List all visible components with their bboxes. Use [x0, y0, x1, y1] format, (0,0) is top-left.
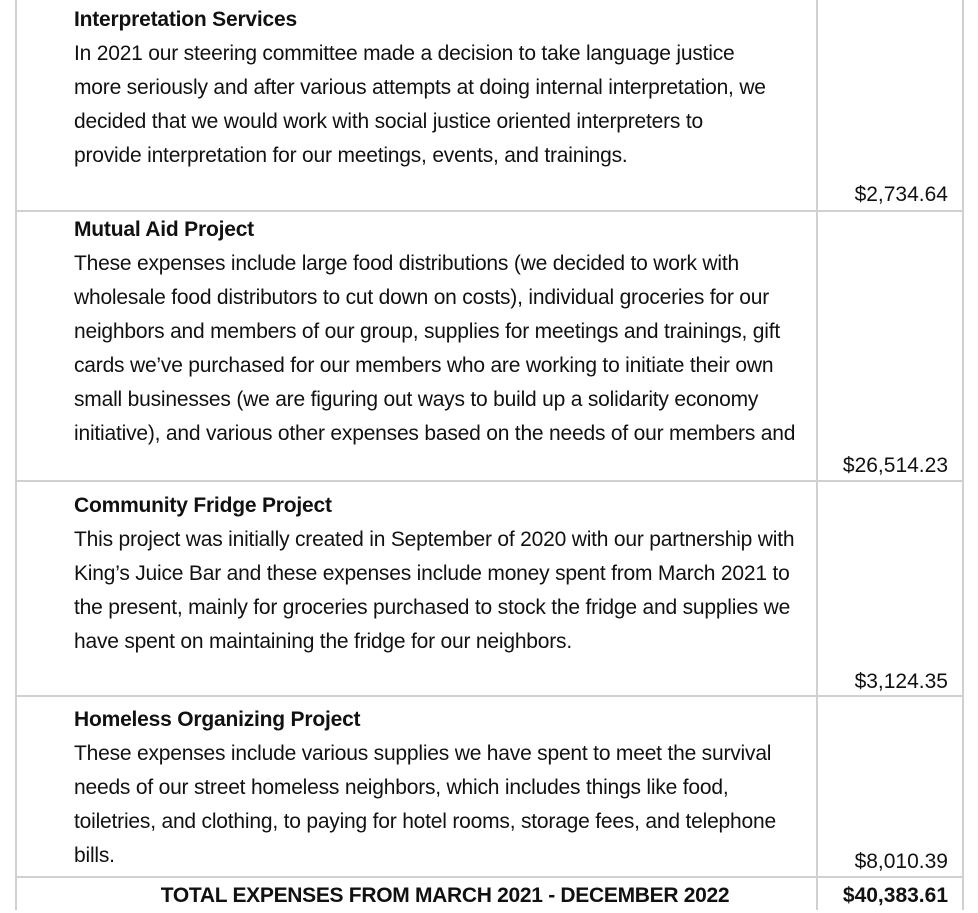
- description-cell: [74, 213, 804, 479]
- description-cell: [74, 703, 804, 873]
- table-border-right: [962, 0, 964, 910]
- row-amount: $3,124.35: [854, 670, 948, 693]
- row-description: These expenses include large food distributions (we decided to work with wholesale food distributors to cut down on costs), individual groceries for our neighbors and members of our group, supplies for meetings and trainings, gift cards we’ve purchased for our members who are working to initiate their own small businesses (we are figuring out ways to build up a solidarity economy initiative), and various other expenses based on the needs of our members and: [74, 252, 796, 445]
- row-amount: $8,010.39: [854, 850, 948, 873]
- row-divider: [15, 695, 964, 697]
- row-title: Interpretation Services: [74, 8, 297, 31]
- row-divider: [15, 210, 964, 212]
- total-amount: $40,383.61: [842, 884, 948, 907]
- description-cell: [74, 489, 804, 659]
- row-divider: [15, 480, 964, 482]
- row-title: Mutual Aid Project: [74, 218, 254, 241]
- row-divider: [15, 876, 964, 878]
- row-amount: $2,734.64: [854, 183, 948, 206]
- total-label: TOTAL EXPENSES FROM MARCH 2021 - DECEMBER 2022: [160, 884, 730, 907]
- row-description: In 2021 our steering committee made a decision to take language justice more seriously and after various attempts at doing internal interpretation, we decided that we would work with social justice oriented interpreters to provide interpretation for our meetings, events, and trainings.: [74, 42, 766, 167]
- description-cell: [74, 3, 804, 173]
- row-description: This project was initially created in September of 2020 with our partnership with King’s Juice Bar and these expenses include money spent from March 2021 to the present, mainly for groceries purchased to stock the fridge and supplies we have spent on maintaining the fridge for our neighbors.: [74, 528, 795, 653]
- row-title: Homeless Organizing Project: [74, 708, 361, 731]
- row-title: Community Fridge Project: [74, 494, 332, 517]
- table-border-left: [15, 0, 17, 910]
- row-description: These expenses include various supplies we have spent to meet the survival needs of our street homeless neighbors, which includes things like food, toiletries, and clothing, to paying for hotel rooms, storage fees, and telephone bills.: [74, 742, 776, 867]
- row-amount: $26,514.23: [842, 454, 948, 477]
- column-divider: [816, 0, 818, 910]
